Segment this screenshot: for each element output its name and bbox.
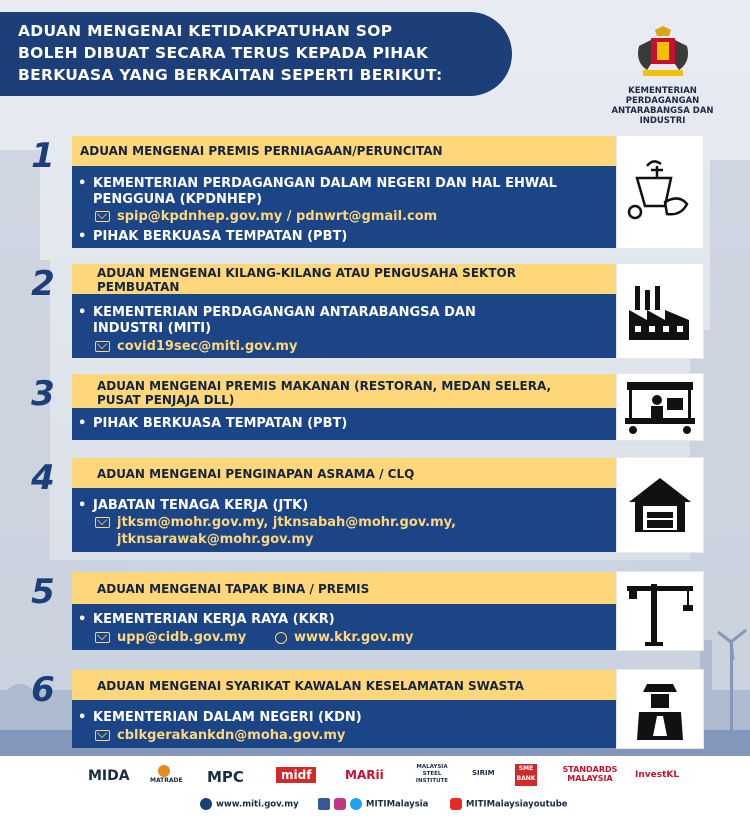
hostel-icon-box xyxy=(617,458,703,552)
website-text[interactable]: www.kkr.gov.my xyxy=(294,630,414,645)
section-title-line-1: ADUAN MENGENAI PREMIS MAKANAN (RESTORAN, MEDAN SELERA, xyxy=(97,379,552,393)
bullet-item: • PIHAK BERKUASA TEMPATAN (PBT) xyxy=(78,229,348,244)
logo-line-2: PERDAGANGAN ANTARABANGSA DAN INDUSTRI xyxy=(611,96,714,126)
email-text[interactable]: jtksm@mohr.gov.my, jtknsabah@mohr.gov.my, xyxy=(117,515,457,530)
title-line-1: ADUAN MENGENAI KETIDAKPATUHAN SOP xyxy=(18,22,393,40)
bullet-text: PIHAK BERKUASA TEMPATAN (PBT) xyxy=(93,416,348,431)
factory-icon-box xyxy=(617,264,703,358)
envelope-icon xyxy=(95,517,110,528)
section-title xyxy=(97,266,516,294)
page-title xyxy=(18,20,488,86)
bullet-text: KEMENTERIAN PERDAGANGAN DALAM NEGERI DAN HAL EHWAL xyxy=(93,176,557,191)
matrade-icon xyxy=(158,765,170,777)
section-title: ADUAN MENGENAI SYARIKAT KAWALAN KESELAMATAN SWASTA xyxy=(97,679,524,693)
security-guard-icon-box xyxy=(617,670,703,748)
social-footer-text[interactable]: MITIMalaysia xyxy=(366,799,429,810)
envelope-icon xyxy=(95,730,110,741)
email-text[interactable]: spip@kpdnhep.gov.my / pdnwrt@gmail.com xyxy=(117,209,438,224)
section-title: ADUAN MENGENAI TAPAK BINA / PREMIS xyxy=(97,582,370,596)
agency-logo-smebank: SME BANK xyxy=(515,764,537,786)
footer xyxy=(0,756,750,822)
email-link[interactable] xyxy=(95,728,345,744)
section-number: 5 xyxy=(31,572,55,612)
bullet-text: KEMENTERIAN PERDAGANGAN ANTARABANGSA DAN xyxy=(93,305,476,320)
title-line-2: BOLEH DIBUAT SECARA TERUS KEPADA PIHAK xyxy=(18,44,429,62)
miti-logo xyxy=(590,26,735,126)
email-link[interactable] xyxy=(95,515,456,531)
instagram-icon xyxy=(334,798,346,810)
hostel-icon xyxy=(617,458,703,552)
bullet-text: JABATAN TENAGA KERJA (JTK) xyxy=(93,498,309,513)
bullet-item: • KEMENTERIAN DALAM NEGERI (KDN) xyxy=(78,710,362,725)
section-title-line-1: ADUAN MENGENAI KILANG-KILANG ATAU PENGUSAHA SEKTOR xyxy=(97,266,516,280)
agency-logo-investkl: InvestKL xyxy=(635,770,680,780)
section-number: 1 xyxy=(31,136,55,176)
email-text[interactable]: covid19sec@miti.gov.my xyxy=(117,339,298,354)
section-title-line-2: PUSAT PENJAJA DLL) xyxy=(97,393,235,407)
agency-logo-midf: midf xyxy=(276,767,316,783)
email-text[interactable]: cblkgerakankdn@moha.gov.my xyxy=(117,728,346,743)
bullet-text: KEMENTERIAN KERJA RAYA (KKR) xyxy=(93,612,335,627)
globe-icon xyxy=(200,798,212,810)
logo-line-1: KEMENTERIAN xyxy=(628,86,697,96)
youtube-icon xyxy=(450,798,462,810)
bullet-item: • JABATAN TENAGA KERJA (JTK) xyxy=(78,498,309,513)
agency-logo-mida: MIDA xyxy=(88,768,130,784)
envelope-icon xyxy=(95,341,110,352)
envelope-icon xyxy=(95,632,110,643)
social-footer-link[interactable] xyxy=(318,798,428,810)
twitter-icon xyxy=(350,798,362,810)
agency-logo-steel: MALAYSIA STEEL INSTITUTE xyxy=(415,764,449,784)
website-footer-link[interactable] xyxy=(200,798,299,810)
title-line-3: BERKUASA YANG BERKAITAN SEPERTI BERIKUT: xyxy=(18,66,443,84)
section-number: 6 xyxy=(31,670,55,710)
crane-icon xyxy=(617,572,703,650)
section-number: 3 xyxy=(31,374,55,414)
section-title: ADUAN MENGENAI PENGINAPAN ASRAMA / CLQ xyxy=(97,467,415,481)
agency-logo-matrade: MATRADE xyxy=(150,764,183,784)
email-link[interactable] xyxy=(95,630,246,646)
website-footer-text[interactable]: www.miti.gov.my xyxy=(216,799,299,810)
website-link[interactable] xyxy=(275,630,414,646)
globe-icon xyxy=(275,632,287,644)
youtube-footer-text[interactable]: MITIMalaysiayoutube xyxy=(466,799,568,810)
grocery-icon-box xyxy=(617,136,703,248)
email-link[interactable] xyxy=(95,339,297,355)
bullet-item-cont: INDUSTRI (MITI) xyxy=(93,321,212,336)
factory-icon xyxy=(617,264,703,358)
bullet-item: • PIHAK BERKUASA TEMPATAN (PBT) xyxy=(78,416,348,431)
agency-logo-mpc: MPC xyxy=(207,768,244,786)
bullet-item: • KEMENTERIAN PERDAGANGAN ANTARABANGSA DAN xyxy=(78,305,476,320)
youtube-footer-link[interactable] xyxy=(450,798,568,810)
section-number: 4 xyxy=(31,458,55,498)
bullet-text: PIHAK BERKUASA TEMPATAN (PBT) xyxy=(93,229,348,244)
email-link[interactable] xyxy=(95,209,437,225)
food-stall-icon-box xyxy=(617,374,703,440)
agency-logo-marii: MARii xyxy=(345,768,384,782)
bullet-item: • KEMENTERIAN PERDAGANGAN DALAM NEGERI DAN HAL EHWAL xyxy=(78,176,557,191)
facebook-icon xyxy=(318,798,330,810)
bullet-item: • KEMENTERIAN KERJA RAYA (KKR) xyxy=(78,612,335,627)
bullet-text: KEMENTERIAN DALAM NEGERI (KDN) xyxy=(93,710,362,725)
email-text[interactable]: upp@cidb.gov.my xyxy=(117,630,247,645)
agency-logo-standards: STANDARDS MALAYSIA xyxy=(562,765,618,783)
section-title: ADUAN MENGENAI PREMIS PERNIAGAAN/PERUNCITAN xyxy=(80,144,443,158)
section-number: 2 xyxy=(31,264,55,304)
crane-icon-box xyxy=(617,572,703,650)
section-title-line-2: PEMBUATAN xyxy=(97,280,180,294)
coat-of-arms-icon xyxy=(631,26,695,82)
email-link[interactable]: jtknsarawak@mohr.gov.my xyxy=(117,532,314,547)
bullet-item-cont: PENGGUNA (KPDNHEP) xyxy=(93,192,263,207)
food-stall-icon xyxy=(617,374,703,440)
envelope-icon xyxy=(95,211,110,222)
grocery-icon xyxy=(617,136,703,248)
security-guard-icon xyxy=(617,670,703,748)
agency-logo-sirim: SIRIM xyxy=(472,769,495,777)
section-title xyxy=(97,379,551,407)
